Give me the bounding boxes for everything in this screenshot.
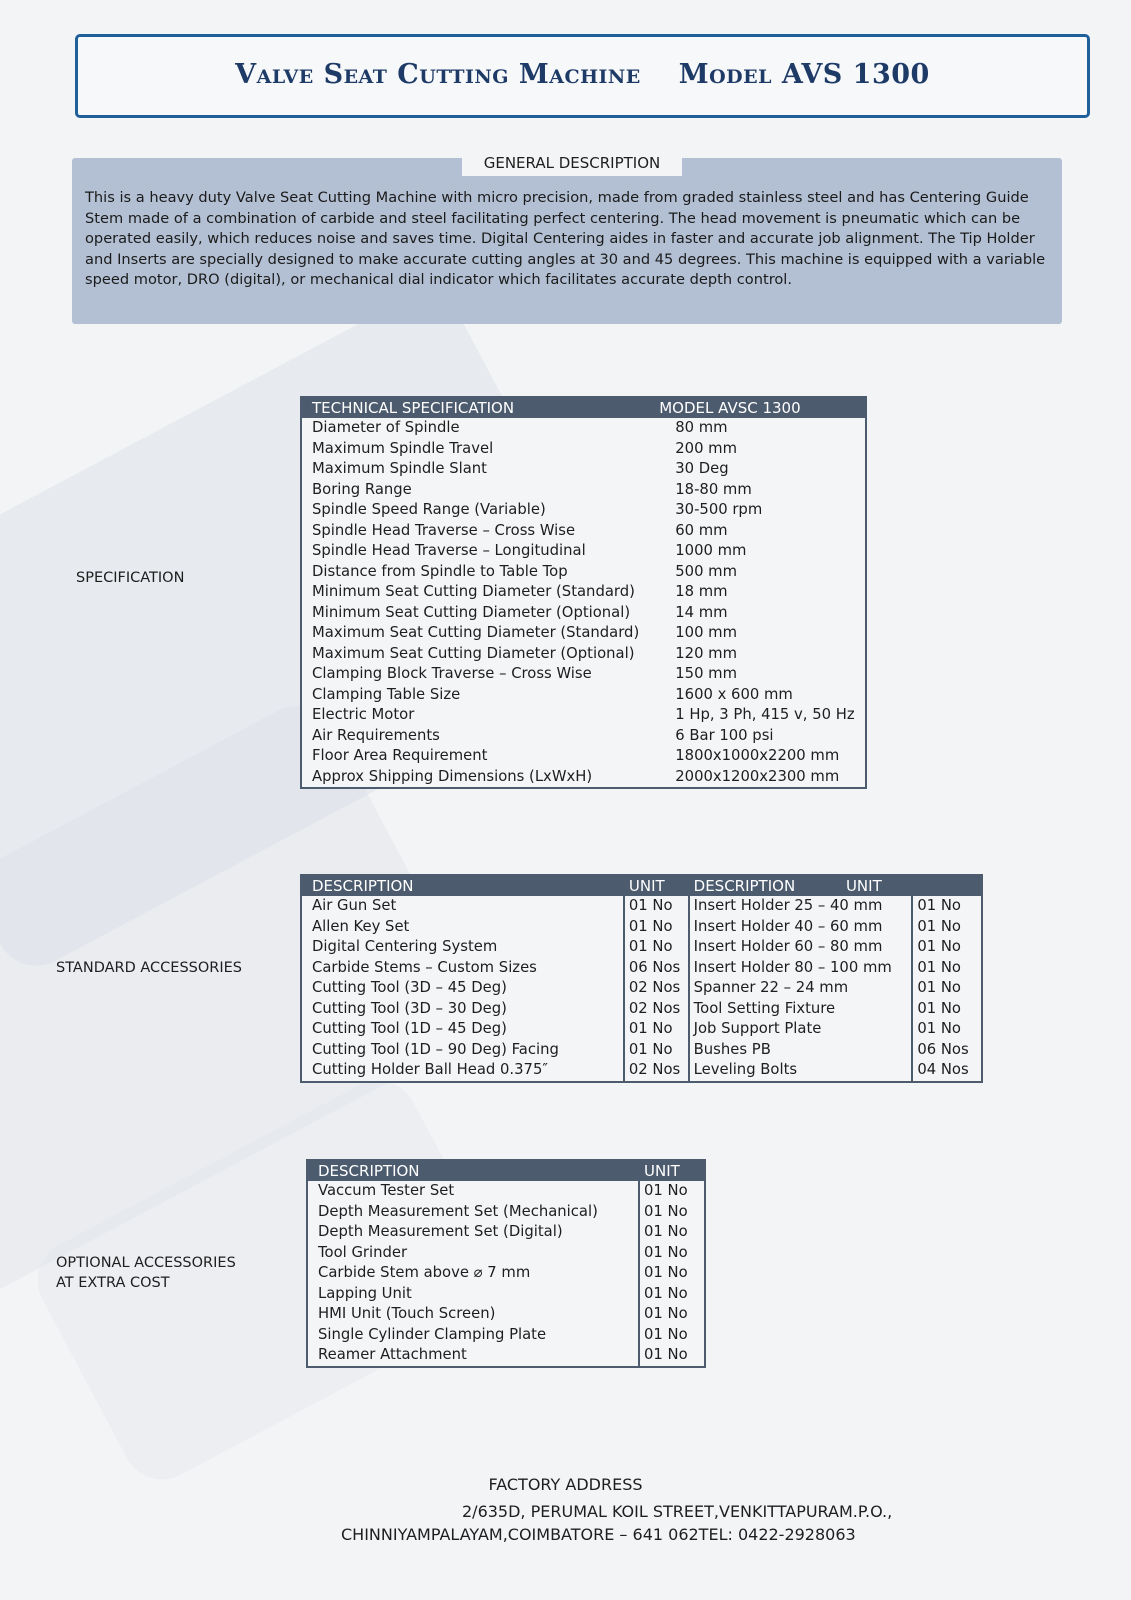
table-cell: Insert Holder 80 – 100 mm xyxy=(689,958,913,979)
table-cell: 500 mm xyxy=(675,562,738,580)
table-row xyxy=(307,1263,705,1284)
general-description-text: This is a heavy duty Valve Seat Cutting Machine with micro precision, made from graded stainless steel and has Centering Guide Stem made of a combination of carbide and steel facilitating perfect centering. The head movement is pneumatic which can be operated easily, which reduces noise and saves time. Digital Centering aides in faster and accurate job alignment. The Tip Holder and Inserts are specially designed to make accurate cutting angles at 30 and 45 degrees. This machine is equipped with a variable speed motor, DRO (digital), or mechanical dial indicator which facilitates accurate depth control. xyxy=(85,189,1046,289)
table-cell: 30-500 rpm xyxy=(675,501,763,518)
table-row xyxy=(301,623,866,644)
table-cell: Minimum Seat Cutting Diameter (Standard) xyxy=(312,583,635,600)
table-row xyxy=(301,582,866,603)
table-cell: 02 Nos xyxy=(624,999,689,1020)
table-header-row xyxy=(307,1160,705,1181)
table-row xyxy=(301,1019,982,1040)
table-cell: 120 mm xyxy=(675,644,738,662)
table-cell: Distance from Spindle to Table Top xyxy=(312,562,568,580)
factory-address-title: FACTORY ADDRESS xyxy=(488,1475,643,1494)
table-row xyxy=(301,603,866,624)
table-cell: 18-80 mm xyxy=(675,480,752,498)
table-row xyxy=(307,1181,705,1202)
table-cell: 01 No xyxy=(912,917,982,938)
table-cell: Insert Holder 25 – 40 mm xyxy=(689,896,913,917)
table-row xyxy=(301,746,866,767)
table-cell: 01 No xyxy=(912,978,982,999)
table-cell: Insert Holder 60 – 80 mm xyxy=(689,937,913,958)
table-cell: 150 mm xyxy=(675,665,738,682)
table-row xyxy=(301,1040,982,1061)
title-model: Model AVS 1300 xyxy=(678,59,930,90)
title-product: Valve Seat Cutting Machine xyxy=(235,59,641,90)
column-header xyxy=(689,875,913,896)
table-cell: 01 No xyxy=(912,896,982,917)
table-cell: Bushes PB xyxy=(689,1040,913,1061)
table-row xyxy=(301,562,866,583)
page-title xyxy=(78,59,1087,90)
table-cell: 04 Nos xyxy=(912,1060,982,1082)
table-cell: 01 No xyxy=(624,937,689,958)
table-cell: 01 No xyxy=(639,1222,705,1243)
table-cell: 01 No xyxy=(912,937,982,958)
table-cell: Allen Key Set xyxy=(312,917,410,935)
table-cell: Spindle Head Traverse – Cross Wise xyxy=(312,521,576,539)
table-cell: Maximum Seat Cutting Diameter (Optional) xyxy=(312,644,635,662)
table-row xyxy=(301,685,866,706)
table-cell: Leveling Bolts xyxy=(689,1060,913,1082)
table-row xyxy=(301,705,866,726)
table-cell: Air Requirements xyxy=(312,726,440,744)
table-cell: 01 No xyxy=(624,917,689,938)
table-row xyxy=(307,1284,705,1305)
table-cell: Cutting Holder Ball Head 0.375″ xyxy=(312,1061,548,1078)
table-cell: 1800x1000x2200 mm xyxy=(675,747,840,764)
standard-accessories-table xyxy=(300,874,983,1083)
table-cell: 1000 mm xyxy=(675,542,747,559)
column-header-description: DESCRIPTION xyxy=(693,877,796,895)
table-row xyxy=(301,500,866,521)
table-cell: 01 No xyxy=(639,1181,705,1202)
table-cell: Vaccum Tester Set xyxy=(318,1182,455,1199)
table-cell: Maximum Seat Cutting Diameter (Standard) xyxy=(312,624,640,641)
table-cell: 02 Nos xyxy=(624,978,689,999)
table-cell: Boring Range xyxy=(312,480,412,498)
table-cell: Electric Motor xyxy=(312,706,415,723)
table-row xyxy=(301,726,866,747)
table-cell: Insert Holder 40 – 60 mm xyxy=(689,917,913,938)
table-cell: Maximum Spindle Travel xyxy=(312,439,494,457)
table-cell: 01 No xyxy=(639,1263,705,1284)
table-cell: Clamping Block Traverse – Cross Wise xyxy=(312,665,592,682)
table-row xyxy=(301,1060,982,1082)
table-cell: Diameter of Spindle xyxy=(312,419,460,436)
table-cell: Single Cylinder Clamping Plate xyxy=(318,1325,547,1343)
table-cell: 06 Nos xyxy=(912,1040,982,1061)
factory-address-line2: CHINNIYAMPALAYAM,COIMBATORE – 641 062TEL: 0422-2928063 xyxy=(341,1525,856,1544)
optional-accessories-label-line2: AT EXTRA COST xyxy=(56,1275,170,1291)
table-cell: 100 mm xyxy=(675,624,738,641)
table-row xyxy=(301,978,982,999)
column-header: UNIT xyxy=(639,1160,705,1181)
table-cell: HMI Unit (Touch Screen) xyxy=(318,1305,496,1322)
table-cell: 01 No xyxy=(639,1325,705,1346)
table-cell: Depth Measurement Set (Mechanical) xyxy=(318,1202,598,1220)
column-header: MODEL AVSC 1300 xyxy=(649,397,865,418)
table-cell: Spindle Head Traverse – Longitudinal xyxy=(312,542,586,559)
table-cell: 06 Nos xyxy=(624,958,689,979)
table-cell: Carbide Stem above ⌀ 7 mm xyxy=(318,1264,531,1281)
table-cell: Digital Centering System xyxy=(312,938,498,955)
table-row xyxy=(301,459,866,480)
table-cell: 18 mm xyxy=(675,583,728,600)
table-row xyxy=(301,480,866,501)
table-row xyxy=(301,644,866,665)
title-box xyxy=(75,34,1090,118)
table-row xyxy=(301,917,982,938)
optional-accessories-label-line1: OPTIONAL ACCESSORIES xyxy=(56,1255,236,1271)
table-cell: 01 No xyxy=(639,1345,705,1367)
table-cell: Air Gun Set xyxy=(312,897,397,914)
table-row xyxy=(307,1202,705,1223)
table-row xyxy=(307,1345,705,1367)
specification-label: SPECIFICATION xyxy=(76,570,185,586)
table-row xyxy=(307,1304,705,1325)
optional-accessories-label xyxy=(56,1253,236,1293)
table-cell: 02 Nos xyxy=(624,1060,689,1082)
table-cell: Clamping Table Size xyxy=(312,685,461,703)
table-cell: Minimum Seat Cutting Diameter (Optional) xyxy=(312,603,631,621)
table-row xyxy=(301,999,982,1020)
table-cell: 2000x1200x2300 mm xyxy=(675,767,840,785)
technical-specification-table xyxy=(300,396,867,789)
factory-address-line1: 2/635D, PERUMAL KOIL STREET,VENKITTAPURAM.P.O., xyxy=(462,1502,893,1521)
column-header: DESCRIPTION xyxy=(301,875,624,896)
table-cell: 01 No xyxy=(912,958,982,979)
table-row xyxy=(307,1243,705,1264)
table-cell: 30 Deg xyxy=(675,460,729,477)
column-header: UNIT xyxy=(624,875,689,896)
table-cell: Cutting Tool (1D – 45 Deg) xyxy=(312,1020,507,1037)
table-cell: Spindle Speed Range (Variable) xyxy=(312,501,546,518)
column-header-empty xyxy=(912,875,982,896)
table-cell: Spanner 22 – 24 mm xyxy=(689,978,913,999)
table-row xyxy=(307,1222,705,1243)
table-cell: 1600 x 600 mm xyxy=(675,685,793,703)
table-cell: 200 mm xyxy=(675,439,738,457)
table-header-row xyxy=(301,397,866,418)
table-cell: 01 No xyxy=(912,999,982,1020)
table-cell: 01 No xyxy=(639,1304,705,1325)
table-row xyxy=(301,521,866,542)
table-cell: Maximum Spindle Slant xyxy=(312,460,487,477)
table-cell: 01 No xyxy=(639,1284,705,1305)
optional-accessories-table xyxy=(306,1159,706,1368)
table-row xyxy=(301,896,982,917)
table-header-row xyxy=(301,875,982,896)
general-description-label: GENERAL DESCRIPTION xyxy=(462,150,682,176)
table-cell: Cutting Tool (3D – 30 Deg) xyxy=(312,999,507,1017)
table-cell: 1 Hp, 3 Ph, 415 v, 50 Hz xyxy=(675,706,855,723)
table-row xyxy=(301,767,866,789)
table-cell: 01 No xyxy=(624,1019,689,1040)
table-row xyxy=(307,1325,705,1346)
table-cell: 80 mm xyxy=(675,419,728,436)
table-row xyxy=(301,664,866,685)
table-cell: 01 No xyxy=(639,1243,705,1264)
table-cell: Approx Shipping Dimensions (LxWxH) xyxy=(312,767,593,785)
table-cell: Floor Area Requirement xyxy=(312,747,488,764)
table-cell: 01 No xyxy=(639,1202,705,1223)
table-cell: 6 Bar 100 psi xyxy=(675,726,774,744)
table-cell: Carbide Stems – Custom Sizes xyxy=(312,958,537,976)
table-row xyxy=(301,418,866,439)
table-cell: Lapping Unit xyxy=(318,1284,412,1302)
column-header: DESCRIPTION xyxy=(307,1160,639,1181)
table-cell: Cutting Tool (3D – 45 Deg) xyxy=(312,979,507,996)
table-cell: 60 mm xyxy=(675,521,728,539)
table-cell: Job Support Plate xyxy=(689,1019,913,1040)
table-cell: Depth Measurement Set (Digital) xyxy=(318,1223,563,1240)
table-row xyxy=(301,937,982,958)
table-cell: 01 No xyxy=(624,1040,689,1061)
table-cell: Reamer Attachment xyxy=(318,1346,467,1363)
table-cell: Tool Setting Fixture xyxy=(689,999,913,1020)
table-row xyxy=(301,439,866,460)
table-cell: Cutting Tool (1D – 90 Deg) Facing xyxy=(312,1040,559,1058)
table-cell: 01 No xyxy=(912,1019,982,1040)
column-header: TECHNICAL SPECIFICATION xyxy=(301,397,649,418)
table-row xyxy=(301,958,982,979)
standard-accessories-label: STANDARD ACCESSORIES xyxy=(56,960,242,976)
table-row xyxy=(301,541,866,562)
table-cell: 14 mm xyxy=(675,603,728,621)
table-cell: Tool Grinder xyxy=(318,1243,408,1261)
column-header-unit: UNIT xyxy=(845,877,882,895)
table-cell: 01 No xyxy=(624,896,689,917)
